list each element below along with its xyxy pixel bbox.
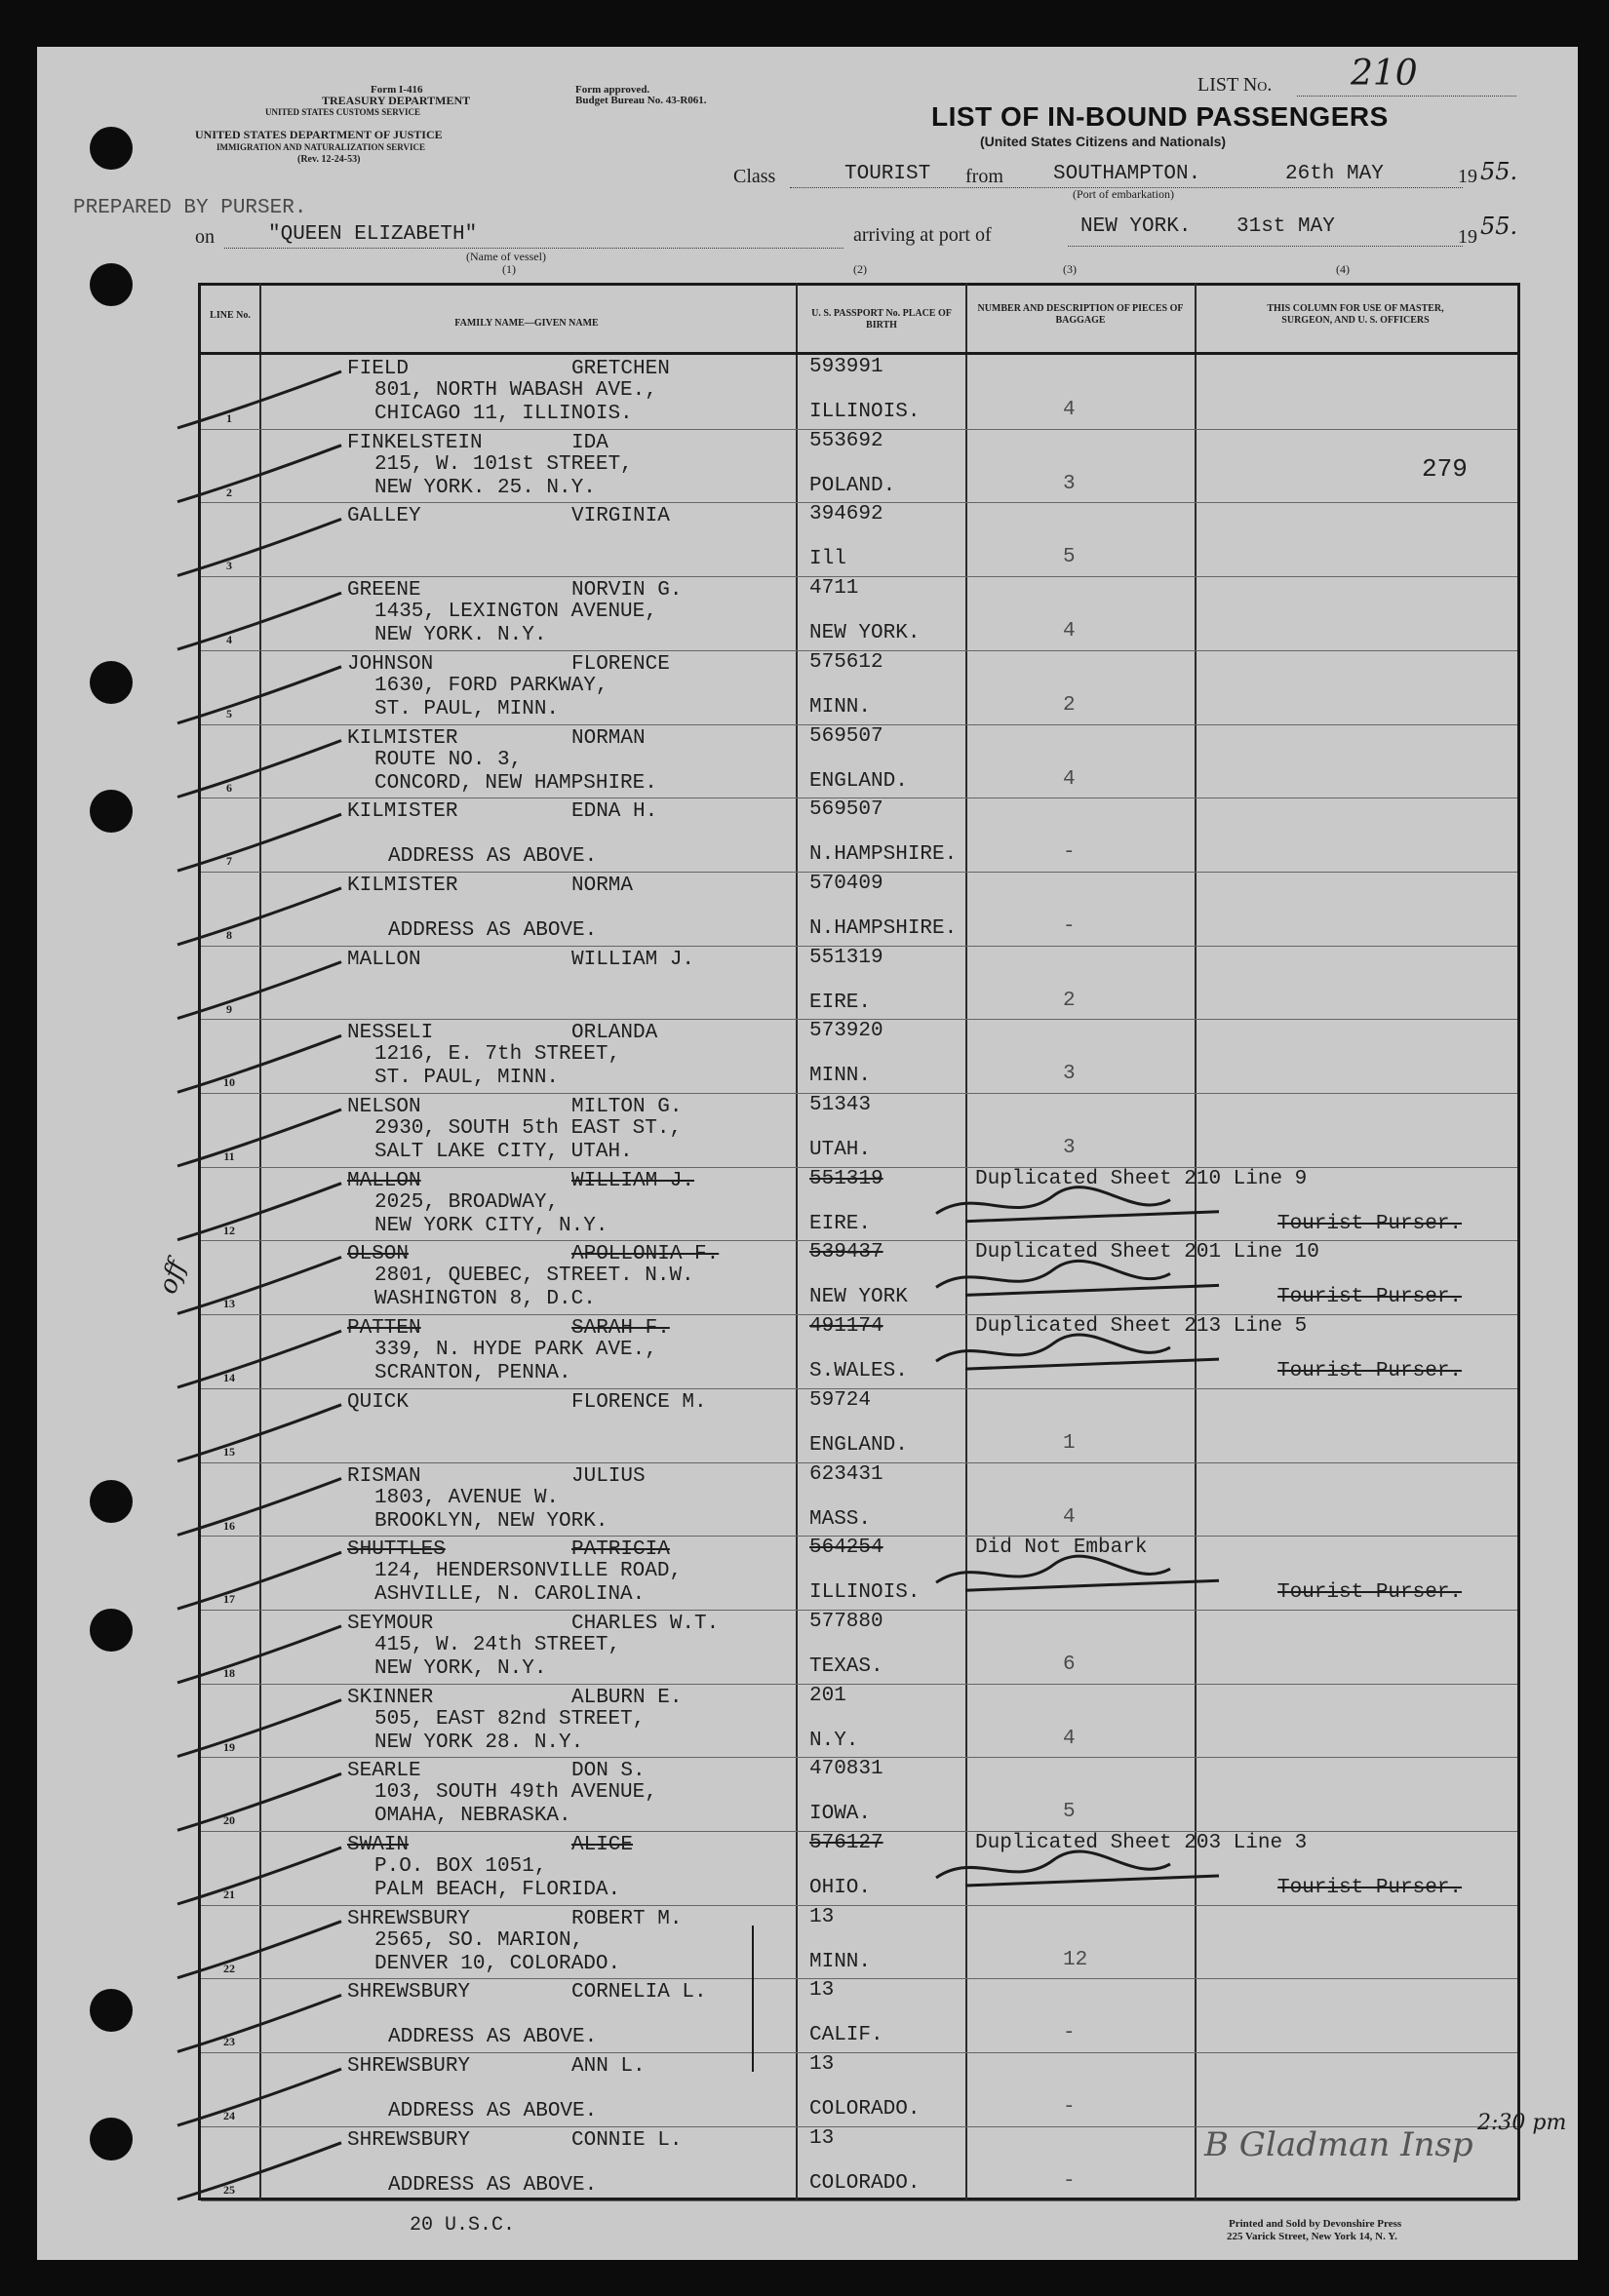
check-tick (177, 1405, 341, 1461)
row-line-number: 23 (223, 2035, 235, 2049)
passport-number: 4711 (809, 577, 859, 601)
purser-signoff: Tourist Purser. (1277, 1360, 1463, 1383)
ins-line: IMMIGRATION AND NATURALIZATION SERVICE (216, 142, 425, 152)
passenger-family-name: OLSON (347, 1243, 410, 1266)
check-tick (177, 1995, 341, 2051)
time-note: 2:30 pm (1477, 2111, 1567, 2135)
purser-signature (936, 1851, 1219, 1886)
passenger-given-name: NORMAN (571, 726, 646, 750)
check-tick (177, 1109, 341, 1166)
place-of-birth: POLAND. (809, 474, 896, 497)
vessel-caption: (Name of vessel) (466, 250, 546, 263)
printer-line-2: 225 Varick Street, New York 14, N. Y. (1227, 2231, 1397, 2242)
check-tick (177, 1331, 341, 1387)
row-line-number: 2 (226, 485, 232, 499)
passport-number: 623431 (809, 1462, 883, 1486)
passenger-family-name: MALLON (347, 1169, 421, 1192)
passport-number: 569507 (809, 724, 883, 748)
manifest-title: LIST OF IN-BOUND PASSENGERS (931, 101, 1389, 132)
passenger-family-name: JOHNSON (347, 652, 434, 676)
passenger-address-1: 2930, SOUTH 5th EAST ST., (374, 1117, 683, 1140)
check-tick (177, 371, 341, 428)
row-line-number: 11 (223, 1149, 235, 1163)
place-of-birth: ENGLAND. (809, 1433, 908, 1457)
check-tick (177, 1184, 341, 1240)
row-line-number: 16 (223, 1518, 235, 1533)
passenger-given-name: ORLANDA (571, 1022, 658, 1045)
check-tick (177, 1035, 341, 1092)
list-no-value: 210 (1351, 54, 1418, 94)
baggage-count: 4 (1063, 767, 1076, 791)
passport-number: 394692 (809, 503, 883, 526)
check-tick (177, 593, 341, 649)
form-number: Form I-416 (371, 84, 423, 96)
passenger-given-name: ALICE (571, 1834, 634, 1856)
row-line-number: 17 (223, 1592, 235, 1607)
row-line-number: 14 (223, 1371, 235, 1385)
row-line-number: 4 (226, 633, 232, 647)
place-of-birth: MASS. (809, 1507, 872, 1531)
row-line-number: 8 (226, 927, 232, 942)
place-of-birth: UTAH. (809, 1139, 872, 1161)
arrival-year-prefix: 19 (1458, 226, 1477, 248)
passenger-address-1: 1803, AVENUE W. (374, 1486, 560, 1509)
passenger-family-name: NELSON (347, 1096, 421, 1118)
list-no-label: LIST No. (1197, 74, 1273, 96)
baggage-count: 4 (1063, 620, 1076, 643)
place-of-birth: IOWA. (809, 1803, 872, 1826)
passenger-address-1: 415, W. 24th STREET, (374, 1633, 621, 1656)
depart-date: 26th MAY (1285, 163, 1384, 185)
place-of-birth: N.HAMPSHIRE. (809, 916, 958, 940)
passenger-family-name: QUICK (347, 1390, 410, 1414)
passenger-address-1: 1435, LEXINGTON AVENUE, (374, 601, 657, 624)
row-line-number: 1 (226, 411, 232, 425)
passenger-family-name: KILMISTER (347, 726, 458, 750)
check-tick (177, 1700, 341, 1757)
passport-number: 553692 (809, 429, 883, 452)
passenger-address-2: ADDRESS AS ABOVE. (388, 2100, 598, 2123)
passenger-family-name: GREENE (347, 579, 421, 603)
passport-number: 201 (809, 1684, 846, 1707)
approval-line: Form approved. (575, 84, 650, 96)
passport-number: 59724 (809, 1388, 872, 1412)
passenger-given-name: FLORENCE (571, 652, 670, 676)
passenger-given-name: IDA (571, 431, 608, 454)
passport-number: 593991 (809, 356, 883, 378)
check-tick (177, 1552, 341, 1609)
passenger-family-name: GALLEY (347, 505, 421, 528)
purser-signature (936, 1261, 1219, 1295)
row-line-number: 21 (223, 1887, 235, 1901)
from-caption: (Port of embarkation) (1073, 187, 1174, 201)
passenger-address-1: 215, W. 101st STREET, (374, 452, 633, 476)
passenger-given-name: PATRICIA (571, 1538, 670, 1562)
passenger-family-name: NESSELI (347, 1022, 434, 1045)
passenger-family-name: SEYMOUR (347, 1612, 434, 1635)
place-of-birth: MINN. (809, 1950, 872, 1973)
check-tick (177, 888, 341, 945)
passenger-given-name: WILLIAM J. (571, 1169, 695, 1192)
place-of-birth: Ill (809, 548, 846, 571)
check-tick (177, 446, 341, 502)
passport-number: 564254 (809, 1537, 883, 1560)
passenger-given-name: VIRGINIA (571, 505, 670, 528)
passenger-given-name: MILTON G. (571, 1096, 683, 1118)
on-label: on (195, 226, 215, 248)
passenger-address-2: OMAHA, NEBRASKA. (374, 1805, 571, 1828)
passenger-family-name: KILMISTER (347, 874, 458, 897)
passenger-given-name: NORMA (571, 874, 634, 897)
check-tick (177, 741, 341, 798)
check-tick (177, 519, 341, 575)
baggage-count: 3 (1063, 1063, 1076, 1086)
arriving-label: arriving at port of (853, 224, 992, 246)
passenger-address-2: SALT LAKE CITY, UTAH. (374, 1141, 633, 1163)
passenger-given-name: CONNIE L. (571, 2128, 683, 2152)
purser-signature (936, 1187, 1219, 1222)
check-tick (177, 1257, 341, 1313)
place-of-birth: ENGLAND. (809, 769, 908, 793)
margin-initials: off (153, 1256, 192, 1299)
purser-signoff: Tourist Purser. (1277, 1581, 1463, 1605)
depart-year-prefix: 19 (1458, 166, 1477, 187)
purser-signoff: Tourist Purser. (1277, 1877, 1463, 1899)
baggage-count: 5 (1063, 546, 1076, 569)
col-header-passport: U. S. PASSPORT No. PLACE OF BIRTH (811, 308, 952, 331)
col-num-1: (1) (502, 262, 516, 276)
row-line-number: 12 (223, 1223, 235, 1237)
row-line-number: 10 (223, 1075, 235, 1090)
passport-number: 577880 (809, 1610, 883, 1633)
passenger-family-name: SHREWSBURY (347, 2128, 471, 2152)
passenger-given-name: ALBURN E. (571, 1686, 683, 1709)
passport-number: 539437 (809, 1241, 883, 1265)
passenger-address-2: ST. PAUL, MINN. (374, 697, 560, 720)
passport-number: 551319 (809, 1167, 883, 1190)
class-value: TOURIST (844, 163, 931, 185)
row-annotation: Duplicated Sheet 210 Line 9 (975, 1167, 1308, 1190)
passport-number: 569507 (809, 798, 883, 822)
baggage-count: 1 (1063, 1431, 1076, 1455)
passport-number: 573920 (809, 1020, 883, 1043)
page-count-mark: 279 (1422, 454, 1468, 484)
inspector-signature: B Gladman Insp (1204, 2125, 1473, 2164)
check-tick (177, 1848, 341, 1904)
passenger-address-2: NEW YORK. N.Y. (374, 624, 547, 647)
baggage-count: - (1063, 841, 1076, 865)
passport-number: 13 (809, 1979, 835, 2003)
check-tick (177, 2143, 341, 2199)
passenger-address-1: 2801, QUEBEC, STREET. N.W. (374, 1265, 694, 1288)
passenger-family-name: PATTEN (347, 1317, 421, 1341)
row-annotation: Duplicated Sheet 203 Line 3 (975, 1832, 1308, 1854)
passenger-family-name: KILMISTER (347, 800, 458, 824)
place-of-birth: NEW YORK. (809, 622, 921, 645)
passenger-address-2: SCRANTON, PENNA. (374, 1362, 571, 1385)
place-of-birth: N.HAMPSHIRE. (809, 843, 958, 867)
row-line-number: 20 (223, 1813, 235, 1828)
col-header-line: LINE No. (210, 310, 251, 321)
row-line-number: 7 (226, 854, 232, 869)
row-line-number: 9 (226, 1001, 232, 1016)
col-num-3: (3) (1063, 262, 1077, 276)
place-of-birth: CALIF. (809, 2024, 883, 2047)
baggage-count: 2 (1063, 693, 1076, 717)
passport-number: 13 (809, 2053, 835, 2077)
row-line-number: 15 (223, 1444, 235, 1459)
passenger-given-name: JULIUS (571, 1464, 646, 1488)
passenger-family-name: SHUTTLES (347, 1538, 446, 1562)
passenger-address-2: ADDRESS AS ABOVE. (388, 2026, 598, 2049)
customs-service: UNITED STATES CUSTOMS SERVICE (265, 107, 420, 117)
depart-year: 55. (1480, 158, 1518, 185)
passenger-address-1: 339, N. HYDE PARK AVE., (374, 1339, 657, 1362)
printer-line-1: Printed and Sold by Devonshire Press (1229, 2218, 1402, 2230)
passenger-address-1: 124, HENDERSONVILLE ROAD, (374, 1560, 683, 1583)
passenger-given-name: FLORENCE M. (571, 1390, 707, 1414)
passenger-given-name: WILLIAM J. (571, 948, 695, 971)
prepared-by: PREPARED BY PURSER. (73, 197, 307, 219)
row-annotation: Duplicated Sheet 213 Line 5 (975, 1315, 1308, 1339)
baggage-count: 4 (1063, 1505, 1076, 1529)
from-port: SOUTHAMPTON. (1053, 163, 1201, 185)
col-num-2: (2) (853, 262, 867, 276)
treasury-dept: TREASURY DEPARTMENT (322, 94, 471, 107)
passenger-address-2: NEW YORK. 25. N.Y. (374, 476, 596, 499)
passenger-address-2: NEW YORK CITY, N.Y. (374, 1214, 608, 1237)
place-of-birth: ILLINOIS. (809, 401, 921, 423)
col-header-name: FAMILY NAME—GIVEN NAME (454, 318, 599, 329)
passport-number: 575612 (809, 650, 883, 674)
rev-line: (Rev. 12-24-53) (297, 154, 361, 165)
row-line-number: 25 (223, 2182, 235, 2197)
passenger-address-2: ADDRESS AS ABOVE. (388, 845, 598, 869)
place-of-birth: COLORADO. (809, 2098, 921, 2121)
passenger-address-2: ASHVILLE, N. CAROLINA. (374, 1583, 646, 1607)
passenger-address-2: CHICAGO 11, ILLINOIS. (374, 403, 633, 425)
row-line-number: 24 (223, 2109, 235, 2123)
passenger-given-name: ROBERT M. (571, 1907, 683, 1930)
purser-signature (936, 1556, 1219, 1590)
passenger-address-2: ADDRESS AS ABOVE. (388, 918, 598, 942)
passenger-address-2: ST. PAUL, MINN. (374, 1067, 560, 1090)
passenger-address-2: DENVER 10, COLORADO. (374, 1952, 621, 1975)
check-tick (177, 1773, 341, 1830)
place-of-birth: MINN. (809, 1065, 872, 1088)
passport-number: 576127 (809, 1832, 883, 1854)
budget-bureau: Budget Bureau No. 43-R061. (575, 95, 707, 106)
passenger-given-name: GRETCHEN (571, 358, 670, 380)
passenger-address-2: PALM BEACH, FLORIDA. (374, 1879, 621, 1901)
passenger-address-1: 1630, FORD PARKWAY, (374, 674, 608, 697)
passenger-given-name: DON S. (571, 1760, 646, 1783)
check-tick (177, 1626, 341, 1683)
check-tick (177, 1922, 341, 1978)
passenger-family-name: SKINNER (347, 1686, 434, 1709)
from-label: from (965, 166, 1003, 187)
place-of-birth: S.WALES. (809, 1360, 908, 1383)
place-of-birth: EIRE. (809, 1212, 872, 1235)
baggage-count: 3 (1063, 1137, 1076, 1159)
passport-number: 491174 (809, 1315, 883, 1339)
baggage-count: 6 (1063, 1653, 1076, 1676)
passenger-address-1: 2025, BROADWAY, (374, 1190, 560, 1214)
passenger-given-name: SARAH F. (571, 1317, 670, 1341)
purser-signoff: Tourist Purser. (1277, 1286, 1463, 1309)
arrival-year: 55. (1480, 213, 1518, 240)
passport-number: 51343 (809, 1094, 872, 1116)
baggage-count: 5 (1063, 1801, 1076, 1824)
passenger-address-2: BROOKLYN, NEW YORK. (374, 1509, 608, 1533)
passenger-address-2: CONCORD, NEW HAMPSHIRE. (374, 771, 657, 795)
row-line-number: 13 (223, 1297, 235, 1311)
passenger-given-name: CORNELIA L. (571, 1981, 707, 2004)
passenger-family-name: SWAIN (347, 1834, 410, 1856)
row-annotation: Duplicated Sheet 201 Line 10 (975, 1241, 1319, 1265)
col-header-baggage: NUMBER AND DESCRIPTION OF PIECES OF BAGGAGE (977, 303, 1184, 326)
passenger-given-name: EDNA H. (571, 800, 658, 824)
passenger-address-1: 505, EAST 82nd STREET, (374, 1707, 646, 1731)
class-label: Class (733, 166, 776, 187)
passenger-address-2: NEW YORK 28. N.Y. (374, 1731, 584, 1754)
row-line-number: 22 (223, 1961, 235, 1975)
row-line-number: 18 (223, 1665, 235, 1680)
passenger-family-name: MALLON (347, 948, 421, 971)
passenger-address-1: 1216, E. 7th STREET, (374, 1043, 621, 1067)
passenger-family-name: SHREWSBURY (347, 1981, 471, 2004)
passenger-family-name: FIELD (347, 358, 410, 380)
row-line-number: 19 (223, 1739, 235, 1754)
passenger-given-name: NORVIN G. (571, 579, 683, 603)
place-of-birth: TEXAS. (809, 1654, 883, 1678)
passenger-family-name: SHREWSBURY (347, 2055, 471, 2079)
passport-number: 13 (809, 1905, 835, 1928)
baggage-count: - (1063, 2096, 1076, 2120)
passenger-address-2: NEW YORK, N.Y. (374, 1656, 547, 1680)
check-tick (177, 1479, 341, 1536)
check-tick (177, 667, 341, 723)
place-of-birth: N.Y. (809, 1729, 859, 1752)
baggage-count: 4 (1063, 399, 1076, 421)
baggage-count: 12 (1063, 1948, 1088, 1971)
passenger-address-1: 103, SOUTH 49th AVENUE, (374, 1781, 657, 1805)
baggage-count: - (1063, 915, 1076, 938)
manifest-subtitle: (United States Citizens and Nationals) (980, 134, 1227, 149)
baggage-count: 2 (1063, 989, 1076, 1012)
row-line-number: 6 (226, 780, 232, 795)
passenger-address-1: 2565, SO. MARION, (374, 1928, 584, 1952)
check-tick (177, 2069, 341, 2125)
check-tick (177, 814, 341, 871)
place-of-birth: MINN. (809, 695, 872, 719)
check-tick (177, 962, 341, 1019)
passenger-address-2: WASHINGTON 8, D.C. (374, 1288, 596, 1311)
row-annotation: Did Not Embark (975, 1537, 1148, 1560)
passenger-address-1: P.O. BOX 1051, (374, 1855, 547, 1878)
passenger-given-name: APOLLONIA F. (571, 1243, 720, 1266)
passenger-family-name: FINKELSTEIN (347, 431, 483, 454)
col-num-4: (4) (1336, 262, 1350, 276)
passenger-address-2: ADDRESS AS ABOVE. (388, 2173, 598, 2197)
passenger-given-name: ANN L. (571, 2055, 646, 2079)
statute-ref: 20 U.S.C. (410, 2214, 516, 2237)
place-of-birth: COLORADO. (809, 2171, 921, 2195)
baggage-count: - (1063, 2022, 1076, 2045)
purser-signoff: Tourist Purser. (1277, 1212, 1463, 1235)
row-line-number: 5 (226, 706, 232, 720)
doj-line: UNITED STATES DEPARTMENT OF JUSTICE (195, 128, 443, 141)
vessel-name: "QUEEN ELIZABETH" (268, 223, 478, 246)
passenger-given-name: CHARLES W.T. (571, 1612, 720, 1635)
baggage-count: 4 (1063, 1727, 1076, 1750)
col-header-officers: THIS COLUMN FOR USE OF MASTER, SURGEON, AND U. S. OFFICERS (1267, 303, 1444, 326)
passenger-family-name: RISMAN (347, 1464, 421, 1488)
purser-signature (936, 1335, 1219, 1369)
passport-number: 551319 (809, 946, 883, 969)
place-of-birth: EIRE. (809, 991, 872, 1014)
row-line-number: 3 (226, 559, 232, 573)
arrival-date: 31st MAY (1236, 215, 1335, 238)
place-of-birth: ILLINOIS. (809, 1581, 921, 1605)
passenger-family-name: SHREWSBURY (347, 1907, 471, 1930)
passport-number: 470831 (809, 1758, 883, 1781)
passport-number: 13 (809, 2126, 835, 2150)
baggage-count: 3 (1063, 472, 1076, 495)
passenger-family-name: SEARLE (347, 1760, 421, 1783)
place-of-birth: OHIO. (809, 1877, 872, 1899)
arrival-port: NEW YORK. (1080, 215, 1192, 238)
passenger-address-1: ROUTE NO. 3, (374, 748, 523, 771)
place-of-birth: NEW YORK (809, 1286, 908, 1309)
baggage-count: - (1063, 2169, 1076, 2193)
passport-number: 570409 (809, 872, 883, 895)
passenger-address-1: 801, NORTH WABASH AVE., (374, 379, 657, 402)
